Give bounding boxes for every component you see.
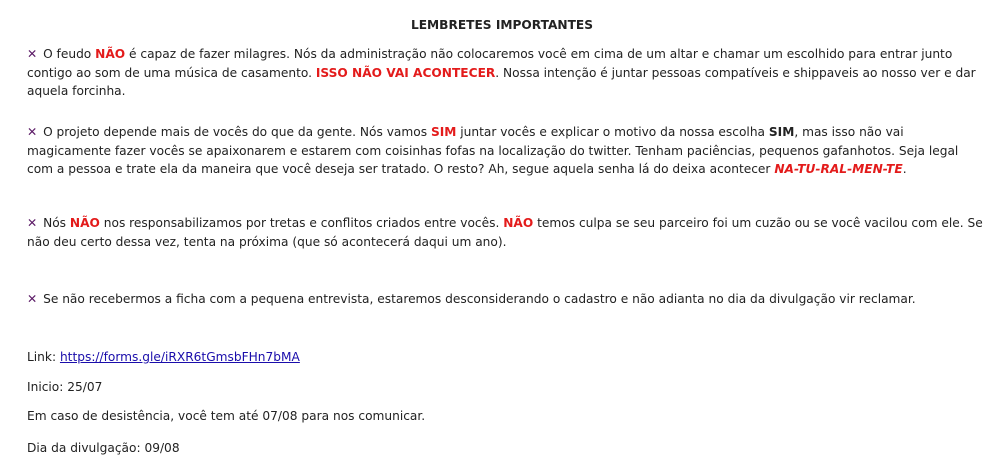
reminder-item-3 <box>27 214 985 251</box>
emphasis: NÃO <box>503 216 534 230</box>
x-icon: ✕ <box>27 292 38 306</box>
x-icon: ✕ <box>27 216 38 230</box>
form-link[interactable]: https://forms.gle/iRXR6tGmsbFHn7bMA <box>59 350 300 364</box>
x-icon: ✕ <box>27 47 38 61</box>
emphasis: NÃO <box>95 47 126 61</box>
reminder-item-4 <box>27 290 985 309</box>
announcement-date: Dia da divulgação: 09/08 <box>27 441 180 455</box>
emphasis: NÃO <box>69 216 100 230</box>
reminder-item-2 <box>27 123 985 179</box>
text: é capaz de fazer milagres. Nós da administração não colocaremos você em cima de um altar e chamar um escolhido para entrar junto contigo ao som de uma música de casamento. <box>27 47 953 80</box>
withdrawal-deadline: Em caso de desistência, você tem até 07/08 para nos comunicar. <box>27 409 426 423</box>
text: temos culpa se seu parceiro foi um cuzão ou se você vacilou com ele. Se não deu certo dessa vez, tenta na próxima (que só acontecerá daqui um ano). <box>27 216 983 249</box>
emphasis: ISSO NÃO VAI ACONTECER <box>315 65 496 80</box>
page-title: LEMBRETES IMPORTANTES <box>410 18 594 32</box>
text: . <box>902 162 907 176</box>
emphasis: SIM <box>430 125 457 139</box>
text: Se não recebermos a ficha com a pequena entrevista, estaremos desconsiderando o cadastro e não adianta no dia da divulgação vir reclamar. <box>43 292 916 306</box>
link-label: Link: <box>27 350 60 364</box>
reminder-item-1 <box>27 45 985 101</box>
start-date: Inicio: 25/07 <box>27 380 103 394</box>
bold-text: SIM <box>768 125 795 139</box>
text: juntar vocês e explicar o motivo da nossa escolha <box>456 125 769 139</box>
text: , mas isso não vai magicamente fazer vocês se apaixonarem e estarem com coisinhas fofas na localização do twitter. Tenham paciências, pequenos gafanhotos. Seja legal com a pessoa e trate ela da maneira que você deseja ser tratado. O resto? Ah, segue aquela senha lá do deixa acontecer <box>27 125 959 176</box>
link-line <box>27 350 300 364</box>
x-icon: ✕ <box>27 125 38 139</box>
text: . Nossa intenção é juntar pessoas compatíveis e shippaveis ao nosso ver e dar aquela forcinha. <box>27 65 976 98</box>
emphasis-italic: NA-TU-RAL-MEN-TE <box>774 162 903 176</box>
text: nos responsabilizamos por tretas e conflitos criados entre vocês. <box>99 216 504 230</box>
text: O projeto depende mais de vocês do que da gente. Nós vamos <box>43 125 431 139</box>
text: O feudo <box>43 47 96 61</box>
text: Nós <box>43 216 70 230</box>
